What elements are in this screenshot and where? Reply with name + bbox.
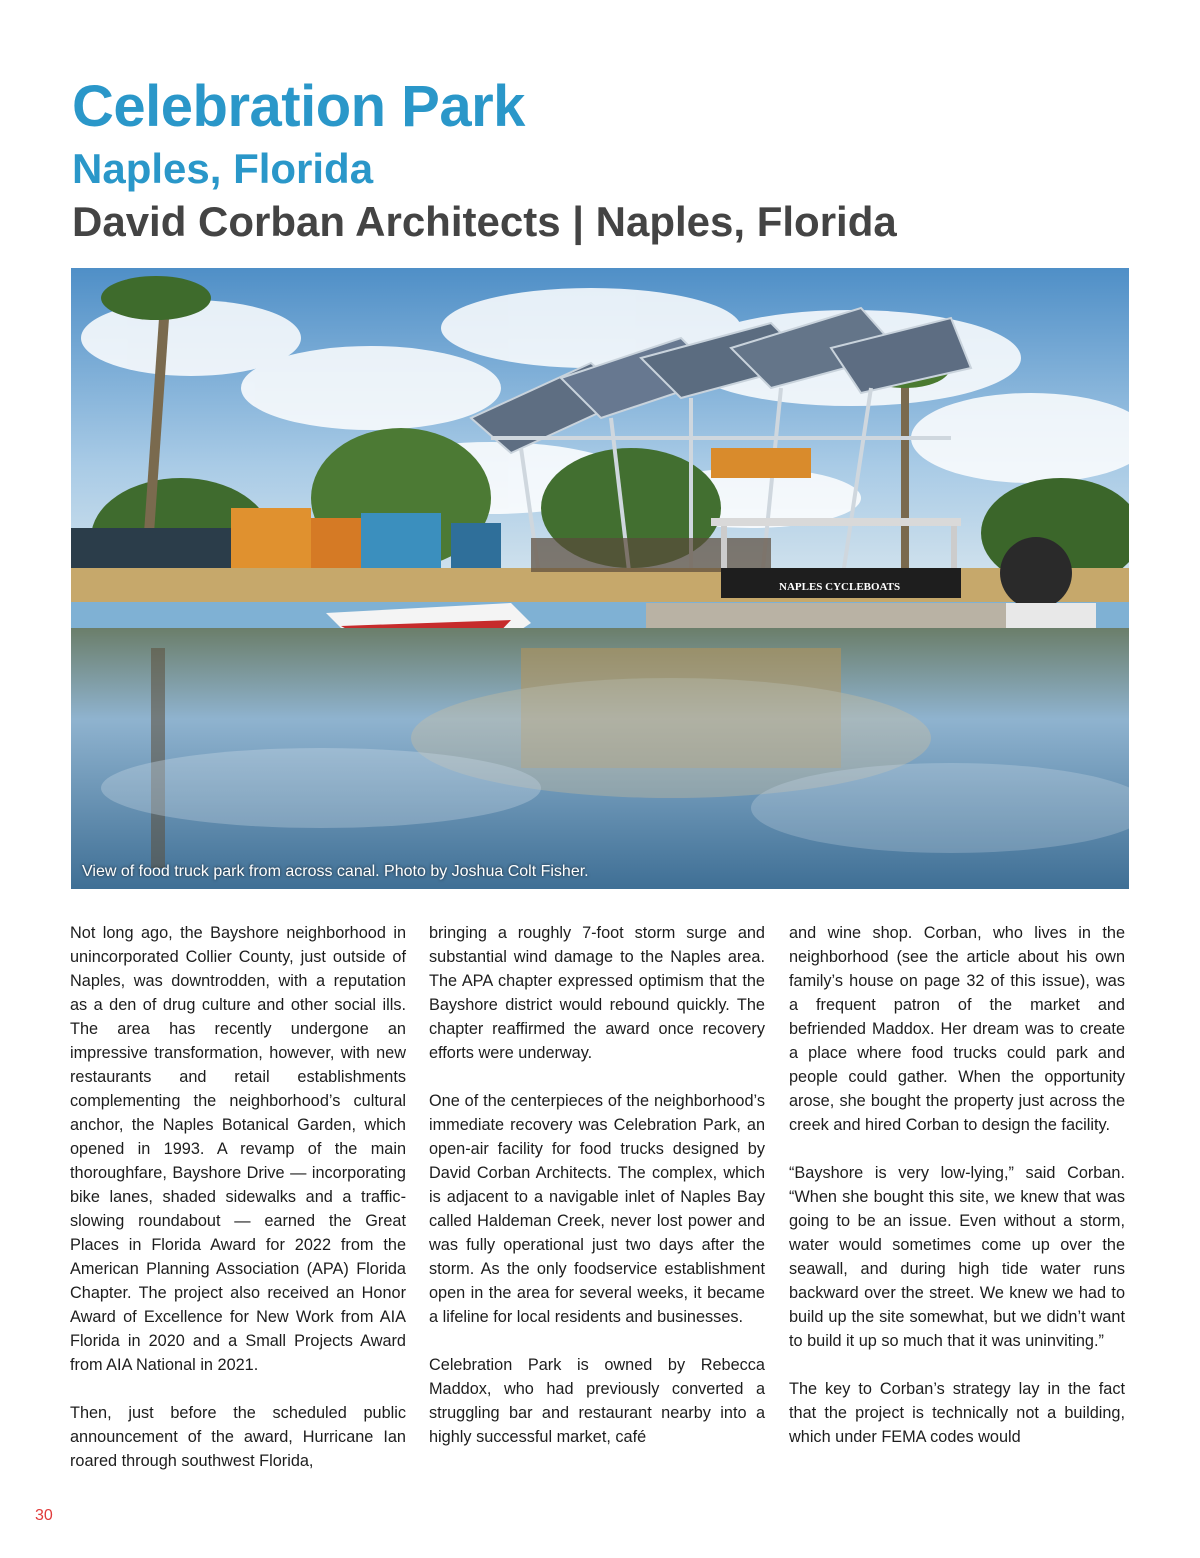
text-column-1 [70, 921, 406, 1473]
paragraph: and wine shop. Corban, who lives in the neighborhood (see the article about his own family’s house on page 32 of this issue), was a frequent patron of the market and befriended Maddox. Her dream was to create a place where food trucks could park and people could gather. When the opportunity arose, she bought the property just across the creek and hired Corban to design the facility. [789, 924, 1125, 1134]
paragraph: Celebration Park is owned by Rebecca Maddox, who had previously converted a struggling bar and restaurant nearby into a highly successful market, café [429, 1356, 765, 1446]
photo-caption: View of food truck park from across canal. Photo by Joshua Colt Fisher. [82, 863, 589, 880]
paragraph: bringing a roughly 7-foot storm surge and substantial wind damage to the Naples area. The APA chapter expressed optimism that the Bayshore district would rebound quickly. The chapter reaffirmed the award once recovery efforts were underway. [429, 924, 765, 1062]
paragraph: Not long ago, the Bayshore neighborhood in unincorporated Collier County, just outside of Naples, was downtrodden, with a reputation as a den of drug culture and other social ills. The area has recently undergone an impressive transformation, however, with new restaurants and retail establishments complementing the neighborhood’s cultural anchor, the Naples Botanical Garden, which opened in 1993. A revamp of the main thoroughfare, Bayshore Drive — incorporating bike lanes, shaded sidewalks and a traffic-slowing roundabout — earned the Great Places in Florida Award for 2022 from the American Planning Association (APA) Florida Chapter. The project also received an Honor Award of Excellence for New Work from AIA Florida in 2020 and a Small Projects Award from AIA National in 2021. [70, 924, 406, 1374]
architect-credit: David Corban Architects | Naples, Florida [72, 198, 897, 245]
seawall [71, 568, 1129, 602]
article-title: Celebration Park [72, 74, 525, 139]
article-location: Naples, Florida [72, 145, 374, 192]
boat-sign: NAPLES CYCLEBOATS [779, 581, 901, 593]
paragraph: The key to Corban’s strategy lay in the fact that the project is technically not a building, which under FEMA codes would [789, 1380, 1125, 1446]
hero-photo [71, 268, 1129, 889]
paragraph: Then, just before the scheduled public announcement of the award, Hurricane Ian roared through southwest Florida, [70, 1404, 406, 1470]
text-column-3 [789, 921, 1125, 1449]
page-number: 30 [35, 1507, 53, 1524]
photo-illustration [71, 268, 1129, 889]
paragraph: One of the centerpieces of the neighborhood’s immediate recovery was Celebration Park, an open-air facility for food trucks designed by David Corban Architects. The complex, which is adjacent to a navigable inlet of Naples Bay called Haldeman Creek, never lost power and was fully operational just two days after the storm. As the only foodservice establishment open in the area for several weeks, it became a lifeline for local residents and businesses. [429, 1092, 765, 1326]
text-column-2 [429, 921, 765, 1449]
crowd [531, 538, 771, 572]
paragraph: “Bayshore is very low-lying,” said Corban. “When she bought this site, we knew that was going to be an issue. Even without a storm, water would sometimes come up over the seawall, and during high tide water runs backward over the street. We knew we had to build up the site somewhat, but we didn’t want to build it up so much that it was uninviting.” [789, 1164, 1125, 1350]
